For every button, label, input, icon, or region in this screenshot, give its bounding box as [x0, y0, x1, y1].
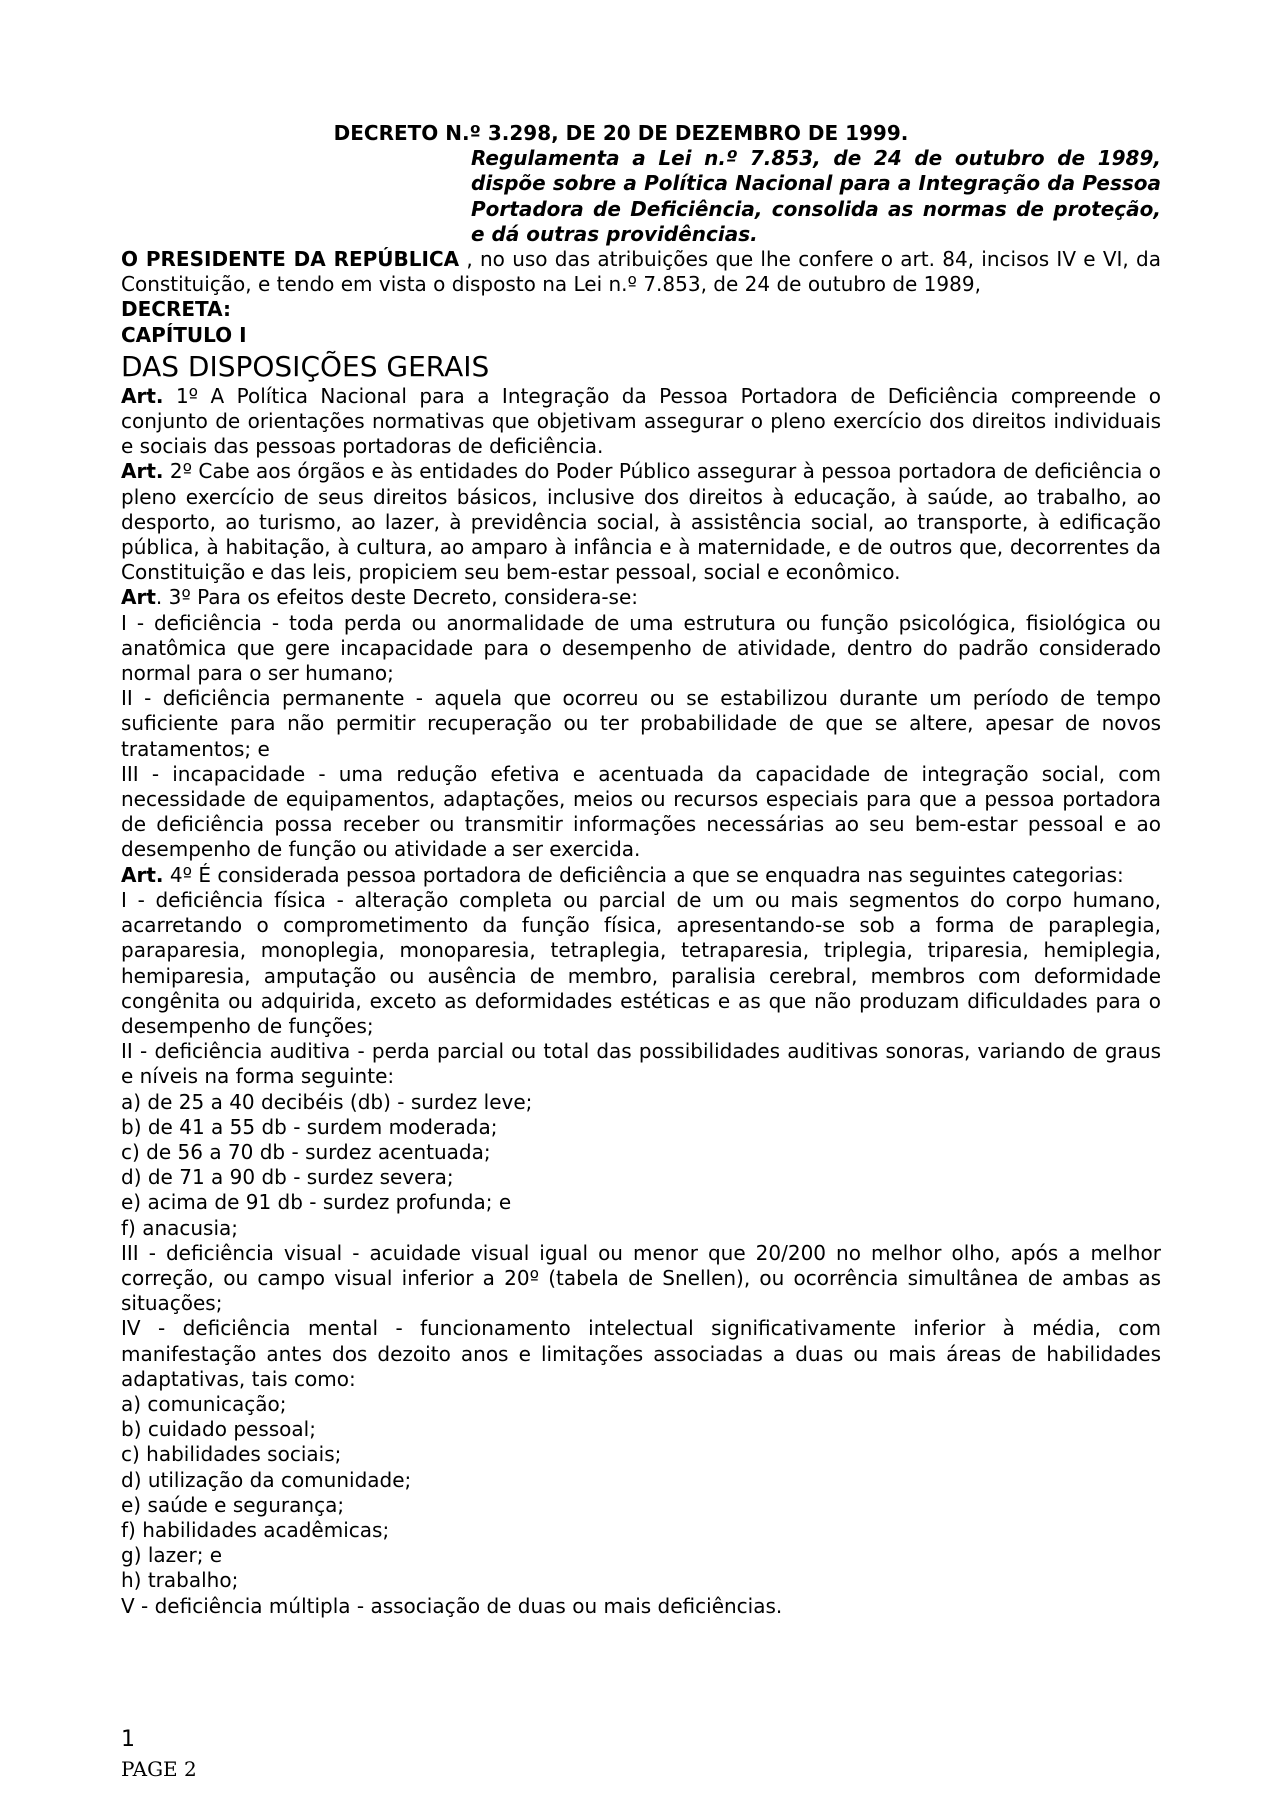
article-3-item-2: II - deficiência permanente - aquela que ocorreu ou se estabilizou durante um período de tempo suficiente para não permitir recuperação ou ter probabilidade de que se altere, apesar de novos tratamentos; e: [121, 686, 1161, 761]
article-4-item-1: I - deficiência física - alteração completa ou parcial de um ou mais segmentos do corpo humano, acarretando o comprometimento da função física, apresentando-se sob a forma de paraplegia, paraparesia, monoplegia, monoparesia, tetraplegia, tetraparesia, triplegia, triparesia, hemiplegia, hemiparesia, amputação ou ausência de membro, paralisia cerebral, membros com deformidade congênita ou adquirida, exceto as deformidades estéticas e as que não produzam dificuldades para o desempenho de funções;: [121, 887, 1161, 1038]
article-4-item-2-sub-e: e) acima de 91 db - surdez profunda; e: [121, 1190, 512, 1215]
article-4-item-3: III - deficiência visual - acuidade visual igual ou menor que 20/200 no melhor olho, após a melhor correção, ou campo visual inferior a 20º (tabela de Snellen), ou ocorrência simultânea de ambas as situações;: [121, 1240, 1161, 1316]
decreta-heading: DECRETA:: [121, 297, 231, 322]
article-4-item-2-sub-a: a) de 25 a 40 decibéis (db) - surdez leve;: [121, 1089, 533, 1114]
article-4-item-4-sub-h: h) trabalho;: [121, 1568, 239, 1593]
article-text: 1º A Política Nacional para a Integração da Pessoa Portadora de Deficiência compreende o conjunto de orientações normativas que objetivam assegurar o pleno exercício dos direitos individuais e sociais das pessoas portadoras de deficiência.: [121, 383, 1161, 459]
document-body: [121, 121, 1161, 1619]
article-4-item-4-sub-c: c) habilidades sociais;: [121, 1442, 342, 1467]
article-4-item-4-sub-e: e) saúde e segurança;: [121, 1492, 345, 1517]
article-4-item-2-sub-f: f) anacusia;: [121, 1215, 239, 1240]
article-4: [121, 863, 1161, 888]
page-field-label: PAGE 2: [121, 1757, 197, 1781]
article-4-item-2-sub-b: b) de 41 a 55 db - surdem moderada;: [121, 1114, 498, 1139]
chapter-label: CAPÍTULO I: [121, 322, 247, 347]
page-number: 1: [121, 1727, 135, 1752]
decree-title: DECRETO N.º 3.298, DE 20 DE DEZEMBRO DE 1999.: [333, 121, 909, 145]
article-3-item-1: I - deficiência - toda perda ou anormalidade de uma estrutura ou função psicológica, fisiológica ou anatômica que gere incapacidade para o desempenho de atividade, dentro do padrão considerado normal para o ser humano;: [121, 610, 1161, 686]
article-text: 2º Cabe aos órgãos e às entidades do Poder Público assegurar à pessoa portadora de deficiência o pleno exercício de seus direitos básicos, inclusive dos direitos à educação, à saúde, ao trabalho, ao desporto, ao turismo, ao lazer, à previdência social, à assistência social, ao transporte, à edificação pública, à habitação, à cultura, ao amparo à infância e à maternidade, e de outros que, decorrentes da Constituição e das leis, propiciem seu bem-estar pessoal, social e econômico.: [121, 459, 1161, 585]
article-4-item-4-sub-b: b) cuidado pessoal;: [121, 1417, 316, 1442]
article-text: . 3º Para os efeitos deste Decreto, considera-se:: [155, 585, 639, 610]
article-label: Art: [121, 585, 156, 610]
preamble-authority: O PRESIDENTE DA REPÚBLICA: [121, 247, 460, 272]
preamble-paragraph: [121, 247, 1161, 297]
article-1: [121, 384, 1161, 460]
article-2: [121, 459, 1161, 585]
article-label: Art.: [121, 459, 164, 484]
chapter-title: DAS DISPOSIÇÕES GERAIS: [121, 349, 490, 383]
article-4-item-5: V - deficiência múltipla - associação de duas ou mais deficiências.: [121, 1593, 783, 1618]
article-4-item-4: IV - deficiência mental - funcionamento intelectual significativamente inferior à média, com manifestação antes dos dezoito anos e limitações associadas a duas ou mais áreas de habilidades adaptativas, tais como:: [121, 1316, 1161, 1391]
article-label: Art.: [121, 862, 164, 887]
article-4-item-4-sub-g: g) lazer; e: [121, 1543, 223, 1568]
preamble-text: , no uso das atribuições que lhe confere o art. 84, incisos IV e VI, da Constituição, e tendo em vista o disposto na Lei n.º 7.853, de 24 de outubro de 1989,: [121, 247, 1162, 297]
article-4-item-2-sub-d: d) de 71 a 90 db - surdez severa;: [121, 1165, 454, 1190]
article-label: Art.: [121, 383, 164, 408]
article-3: [121, 585, 1161, 610]
decree-ementa: Regulamenta a Lei n.º 7.853, de 24 de outubro de 1989, dispõe sobre a Política Nacional para a Integração da Pessoa Portadora de Deficiência, consolida as normas de proteção, e dá outras providências.: [471, 146, 1161, 246]
article-4-item-2-sub-c: c) de 56 a 70 db - surdez acentuada;: [121, 1139, 491, 1164]
article-text: 4º É considerada pessoa portadora de deficiência a que se enquadra nas seguintes categorias:: [163, 862, 1124, 887]
article-4-item-4-sub-d: d) utilização da comunidade;: [121, 1467, 412, 1492]
article-4-item-2: II - deficiência auditiva - perda parcial ou total das possibilidades auditivas sonoras, variando de graus e níveis na forma seguinte:: [121, 1039, 1161, 1089]
article-3-item-3: III - incapacidade - uma redução efetiva e acentuada da capacidade de integração social, com necessidade de equipamentos, adaptações, meios ou recursos especiais para que a pessoa portadora de deficiência possa receber ou transmitir informações necessárias ao seu bem-estar pessoal e ao desempenho de função ou atividade a ser exercida.: [121, 761, 1161, 862]
article-4-item-4-sub-f: f) habilidades acadêmicas;: [121, 1517, 390, 1542]
article-4-item-4-sub-a: a) comunicação;: [121, 1391, 287, 1416]
